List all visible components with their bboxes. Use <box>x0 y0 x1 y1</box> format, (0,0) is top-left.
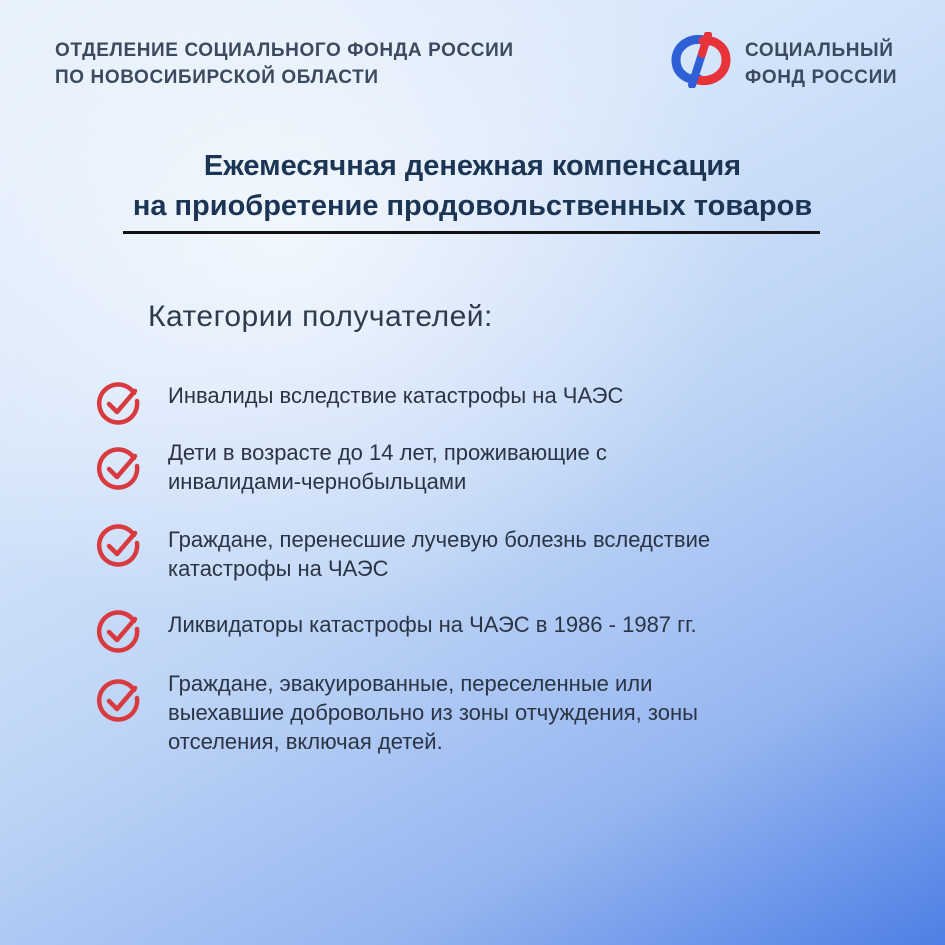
list-item-line: Дети в возрасте до 14 лет, проживающие с <box>168 440 607 465</box>
list-item-line: Граждане, перенесшие лучевую болезнь вследствие <box>168 527 711 552</box>
title-underline <box>123 231 820 234</box>
section-heading: Категории получателей: <box>148 300 493 333</box>
organization-name-line-1: ОТДЕЛЕНИЕ СОЦИАЛЬНОГО ФОНДА РОССИИ <box>55 40 514 61</box>
page-title-line-1: Ежемесячная денежная компенсация <box>203 150 742 182</box>
page-title <box>0 146 945 226</box>
organization-name <box>55 37 514 91</box>
brand-name <box>745 37 897 91</box>
list-item-line: отселения, включая детей. <box>168 729 443 754</box>
organization-name-line-2: ПО НОВОСИБИРСКОЙ ОБЛАСТИ <box>55 67 379 88</box>
page-title-line-2: на приобретение продовольственных товаров <box>132 190 813 222</box>
list-item-line: Инвалиды вследствие катастрофы на ЧАЭС <box>168 383 624 408</box>
list-item-line: Граждане, эвакуированные, переселенные или <box>168 671 653 696</box>
check-circle-icon <box>94 607 144 657</box>
list-item-line: выехавшие добровольно из зоны отчуждения, зоны <box>168 700 698 725</box>
brand-name-line-2: ФОНД РОССИИ <box>745 67 898 88</box>
check-circle-icon <box>94 444 144 494</box>
check-circle-icon <box>94 379 144 429</box>
brand-block <box>668 32 918 88</box>
list-item-line: инвалидами-чернобыльцами <box>168 469 467 494</box>
list-item-text <box>168 381 908 410</box>
brand-name-line-1: СОЦИАЛЬНЫЙ <box>745 40 894 61</box>
list-item-text <box>168 610 908 639</box>
check-circle-icon <box>94 676 144 726</box>
list-item-text <box>168 669 908 756</box>
list-item-line: катастрофы на ЧАЭС <box>168 556 389 581</box>
list-item-text <box>168 438 908 496</box>
list-item-text <box>168 525 908 583</box>
check-circle-icon <box>94 521 144 571</box>
list-item-line: Ликвидаторы катастрофы на ЧАЭС в 1986 - 1987 гг. <box>168 612 697 637</box>
sfr-logo-icon <box>668 32 734 88</box>
